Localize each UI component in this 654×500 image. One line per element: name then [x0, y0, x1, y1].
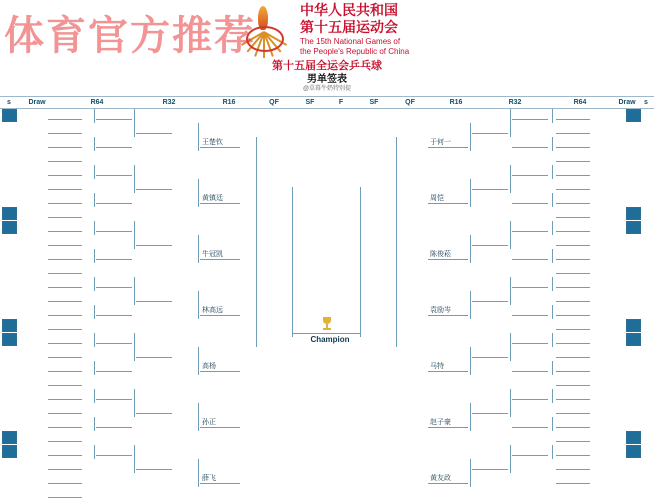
- right-draw-num-14: [612, 305, 621, 316]
- left-draw-name-18: [48, 361, 82, 372]
- right-draw-name-7: [556, 207, 590, 218]
- left-r32-name-4: [136, 347, 172, 358]
- left-draw-name-3: [48, 151, 82, 162]
- right-draw-num-18: [612, 361, 621, 372]
- right-draw-name-8: [556, 221, 590, 232]
- right-draw-name-24: [556, 445, 590, 456]
- round-header-qf-9: QF: [405, 99, 415, 106]
- right-draw-num-21: [612, 403, 621, 414]
- right-r32-name-3: [472, 291, 508, 302]
- left-draw-name-19: [48, 375, 82, 386]
- right-r16-connector-2: [470, 235, 471, 263]
- right-draw-name-23: [556, 431, 590, 442]
- page-title: 男单签表: [307, 74, 347, 85]
- left-r64-score-5: [124, 249, 133, 260]
- left-draw-name-4: [48, 165, 82, 176]
- left-sf-spine: [292, 187, 293, 337]
- left-draw-name-27: [48, 487, 82, 498]
- right-draw-num-15: [612, 319, 621, 330]
- left-r16-name-4: 高杨: [200, 361, 240, 372]
- right-draw-num-20: [612, 389, 621, 400]
- left-r64-connector-9: [94, 361, 95, 375]
- left-seed-23: [2, 431, 17, 444]
- left-draw-num-6: [84, 193, 93, 204]
- right-draw-name-9: [556, 235, 590, 246]
- right-r32-connector-6: [510, 445, 511, 473]
- right-club-0: [590, 109, 612, 120]
- left-r32-connector-3: [134, 277, 135, 305]
- left-draw-name-1: [48, 123, 82, 134]
- left-r32-connector-5: [134, 389, 135, 417]
- right-club-4: [590, 165, 612, 176]
- right-r16-connector-1: [470, 179, 471, 207]
- right-r16-connector-5: [470, 403, 471, 431]
- games-title-cn: [300, 2, 398, 36]
- left-r64-connector-6: [94, 277, 95, 291]
- right-r64-name-4: [512, 221, 548, 232]
- games-title-en-line1: The 15th National Games of: [300, 37, 401, 46]
- event-title-red: 第十五届: [272, 60, 316, 72]
- left-r64-score-10: [124, 389, 133, 400]
- right-r64-name-3: [512, 193, 548, 204]
- left-draw-name-17: [48, 347, 82, 358]
- left-seed-16: [2, 333, 17, 346]
- right-draw-name-11: [556, 263, 590, 274]
- right-r16-name-5: 赵子豪: [428, 417, 468, 428]
- right-r64-name-5: [512, 249, 548, 260]
- left-draw-name-22: [48, 417, 82, 428]
- right-club-16: [590, 333, 612, 344]
- right-club-15: [590, 319, 612, 330]
- right-r64-name-9: [512, 361, 548, 372]
- right-draw-name-1: [556, 123, 590, 134]
- left-draw-name-24: [48, 445, 82, 456]
- left-r64-score-6: [124, 277, 133, 288]
- left-r64-score-7: [124, 305, 133, 316]
- right-r64-name-2: [512, 165, 548, 176]
- right-r64-name-10: [512, 389, 548, 400]
- left-r32-name-1: [136, 179, 172, 190]
- left-r16-connector-6: [198, 459, 199, 487]
- left-club-8: [16, 221, 46, 232]
- right-draw-name-25: [556, 459, 590, 470]
- left-r16-connector-5: [198, 403, 199, 431]
- left-seed-7: [2, 207, 17, 220]
- right-club-19: [590, 375, 612, 386]
- right-r32-name-5: [472, 403, 508, 414]
- right-club-24: [590, 445, 612, 456]
- left-draw-name-26: [48, 473, 82, 484]
- left-r32-connector-6: [134, 445, 135, 473]
- right-draw-num-13: [612, 291, 621, 302]
- left-draw-num-16: [84, 333, 93, 344]
- left-draw-num-18: [84, 361, 93, 372]
- right-r32-connector-0: [510, 109, 511, 137]
- right-r16-name-0: 于何一: [428, 137, 468, 148]
- bracket-diagram: [0, 107, 654, 500]
- right-r16-name-3: 袁励岑: [428, 305, 468, 316]
- right-draw-name-14: [556, 305, 590, 316]
- left-r16-name-6: 薛飞: [200, 473, 240, 484]
- left-r32-connector-2: [134, 221, 135, 249]
- left-r64-score-2: [124, 165, 133, 176]
- right-r16-name-1: 周恺: [428, 193, 468, 204]
- left-draw-num-13: [84, 291, 93, 302]
- left-draw-num-8: [84, 221, 93, 232]
- left-r64-score-8: [124, 333, 133, 344]
- right-r64-connector-3: [552, 193, 553, 207]
- right-club-3: [590, 151, 612, 162]
- right-draw-name-22: [556, 417, 590, 428]
- left-club-24: [16, 445, 46, 456]
- final-connector-right: [326, 333, 360, 334]
- left-r64-connector-7: [94, 305, 95, 319]
- games-title-cn-line1: 中华人民共和国: [300, 2, 398, 18]
- left-club-19: [16, 375, 46, 386]
- left-club-11: [16, 263, 46, 274]
- left-r16-name-2: 牛冠凯: [200, 249, 240, 260]
- right-draw-name-6: [556, 193, 590, 204]
- left-draw-num-12: [84, 277, 93, 288]
- left-draw-num-10: [84, 249, 93, 260]
- round-header-sf-8: SF: [369, 99, 379, 106]
- left-r64-connector-10: [94, 389, 95, 403]
- right-seed-0: [626, 109, 641, 122]
- right-r16-connector-6: [470, 459, 471, 487]
- right-draw-num-9: [612, 235, 621, 246]
- event-title-bar: [0, 56, 654, 72]
- right-draw-name-15: [556, 319, 590, 330]
- left-r32-name-2: [136, 235, 172, 246]
- right-seed-24: [626, 445, 641, 458]
- right-r32-name-1: [472, 179, 508, 190]
- left-draw-name-20: [48, 389, 82, 400]
- round-header-f-7: F: [338, 99, 344, 106]
- left-r32-name-5: [136, 403, 172, 414]
- left-r64-connector-12: [94, 445, 95, 459]
- round-header-r64-12: R64: [573, 99, 587, 106]
- left-r64-score-1: [124, 137, 133, 148]
- left-club-23: [16, 431, 46, 442]
- round-header-qf-5: QF: [269, 99, 279, 106]
- right-draw-name-3: [556, 151, 590, 162]
- left-draw-num-17: [84, 347, 93, 358]
- right-draw-num-8: [612, 221, 621, 232]
- left-r64-connector-1: [94, 137, 95, 151]
- right-seed-15: [626, 319, 641, 332]
- right-draw-name-26: [556, 473, 590, 484]
- right-draw-num-7: [612, 207, 621, 218]
- left-r16-name-1: 黄镇廷: [200, 193, 240, 204]
- right-draw-name-19: [556, 375, 590, 386]
- left-r16-connector-0: [198, 123, 199, 151]
- right-r32-name-0: [472, 123, 508, 134]
- right-draw-name-16: [556, 333, 590, 344]
- left-draw-num-4: [84, 165, 93, 176]
- round-header-r64-2: R64: [90, 99, 104, 106]
- left-draw-name-10: [48, 249, 82, 260]
- left-draw-name-7: [48, 207, 82, 218]
- round-header-r16-10: R16: [449, 99, 463, 106]
- right-draw-name-0: [556, 109, 590, 120]
- left-draw-name-6: [48, 193, 82, 204]
- right-r64-name-12: [512, 445, 548, 456]
- left-draw-num-26: [84, 473, 93, 484]
- left-club-4: [16, 165, 46, 176]
- left-r16-connector-1: [198, 179, 199, 207]
- left-r16-connector-2: [198, 235, 199, 263]
- left-r32-name-3: [136, 291, 172, 302]
- left-draw-name-23: [48, 431, 82, 442]
- right-r64-connector-2: [552, 165, 553, 179]
- right-r32-connector-1: [510, 165, 511, 193]
- watermark-text: 体育官方推荐: [4, 14, 256, 58]
- right-draw-name-21: [556, 403, 590, 414]
- round-header-r16-4: R16: [222, 99, 236, 106]
- left-club-12: [16, 277, 46, 288]
- left-seed-15: [2, 319, 17, 332]
- right-r64-connector-10: [552, 389, 553, 403]
- right-club-20: [590, 389, 612, 400]
- right-draw-name-10: [556, 249, 590, 260]
- left-qf-spine: [256, 137, 257, 347]
- left-r64-connector-0: [94, 109, 95, 123]
- right-draw-name-17: [556, 347, 590, 358]
- left-r64-score-4: [124, 221, 133, 232]
- right-r64-connector-0: [552, 109, 553, 123]
- left-club-27: [16, 487, 46, 498]
- left-club-3: [16, 151, 46, 162]
- left-draw-num-15: [84, 319, 93, 330]
- left-draw-num-5: [84, 179, 93, 190]
- right-club-12: [590, 277, 612, 288]
- right-draw-num-16: [612, 333, 621, 344]
- right-r32-connector-3: [510, 277, 511, 305]
- right-r32-connector-4: [510, 333, 511, 361]
- left-draw-name-14: [48, 305, 82, 316]
- left-draw-num-1: [84, 123, 93, 134]
- left-draw-name-12: [48, 277, 82, 288]
- right-draw-name-5: [556, 179, 590, 190]
- trophy-icon: [321, 317, 333, 331]
- left-draw-name-25: [48, 459, 82, 470]
- left-r64-connector-4: [94, 221, 95, 235]
- right-seed-23: [626, 431, 641, 444]
- right-seed-16: [626, 333, 641, 346]
- right-r16-name-2: 陈俊菘: [428, 249, 468, 260]
- round-header-sf-6: SF: [305, 99, 315, 106]
- left-draw-num-24: [84, 445, 93, 456]
- right-r64-name-8: [512, 333, 548, 344]
- right-club-7: [590, 207, 612, 218]
- right-r64-connector-5: [552, 249, 553, 263]
- left-draw-num-9: [84, 235, 93, 246]
- right-seed-7: [626, 207, 641, 220]
- right-draw-num-25: [612, 459, 621, 470]
- left-draw-num-27: [84, 487, 93, 498]
- left-draw-name-9: [48, 235, 82, 246]
- right-draw-name-2: [556, 137, 590, 148]
- right-draw-num-23: [612, 431, 621, 442]
- right-draw-name-18: [556, 361, 590, 372]
- round-header-draw-1: Draw: [28, 99, 46, 106]
- right-r32-connector-2: [510, 221, 511, 249]
- right-r32-connector-5: [510, 389, 511, 417]
- left-r64-score-12: [124, 445, 133, 456]
- right-r16-name-6: 黄友政: [428, 473, 468, 484]
- right-draw-num-3: [612, 151, 621, 162]
- left-draw-name-8: [48, 221, 82, 232]
- right-r64-name-6: [512, 277, 548, 288]
- left-r32-connector-1: [134, 165, 135, 193]
- right-r16-connector-0: [470, 123, 471, 151]
- left-draw-name-13: [48, 291, 82, 302]
- right-r32-name-6: [472, 459, 508, 470]
- right-draw-num-6: [612, 193, 621, 204]
- right-r16-name-4: 马特: [428, 361, 468, 372]
- round-header-s-0: s: [7, 99, 11, 106]
- sponsor-note: @草幕牛奶特别提: [302, 86, 352, 92]
- round-header-r32-11: R32: [508, 99, 522, 106]
- right-r64-connector-12: [552, 445, 553, 459]
- left-draw-num-20: [84, 389, 93, 400]
- left-club-0: [16, 109, 46, 120]
- left-club-16: [16, 333, 46, 344]
- left-draw-num-23: [84, 431, 93, 442]
- event-title-black: 全运会乒乓球: [316, 60, 382, 72]
- left-draw-name-16: [48, 333, 82, 344]
- left-r64-score-0: [124, 109, 133, 120]
- left-r32-name-6: [136, 459, 172, 470]
- left-seed-8: [2, 221, 17, 234]
- left-seed-24: [2, 445, 17, 458]
- round-header-r32-3: R32: [162, 99, 176, 106]
- round-header-draw-13: Draw: [618, 99, 636, 106]
- right-draw-num-2: [612, 137, 621, 148]
- right-sf-spine: [360, 187, 361, 337]
- games-title-en-line2: the People's Republic of China: [300, 47, 410, 56]
- right-draw-num-24: [612, 445, 621, 456]
- champion-label: Champion: [310, 335, 350, 344]
- right-draw-num-22: [612, 417, 621, 428]
- right-club-8: [590, 221, 612, 232]
- right-draw-num-19: [612, 375, 621, 386]
- right-draw-num-11: [612, 263, 621, 274]
- right-r64-name-11: [512, 417, 548, 428]
- left-r16-connector-3: [198, 291, 199, 319]
- right-r64-connector-11: [552, 417, 553, 431]
- right-r16-connector-3: [470, 291, 471, 319]
- right-r16-connector-4: [470, 347, 471, 375]
- left-r64-connector-3: [94, 193, 95, 207]
- right-qf-spine: [396, 137, 397, 347]
- left-draw-name-15: [48, 319, 82, 330]
- left-draw-num-22: [84, 417, 93, 428]
- right-club-26: [590, 473, 612, 484]
- left-seed-0: [2, 109, 17, 122]
- left-club-15: [16, 319, 46, 330]
- right-draw-num-5: [612, 179, 621, 190]
- left-draw-name-5: [48, 179, 82, 190]
- left-draw-num-25: [84, 459, 93, 470]
- final-connector-left: [292, 333, 326, 334]
- left-r32-name-0: [136, 123, 172, 134]
- right-r64-connector-7: [552, 305, 553, 319]
- left-r64-score-9: [124, 361, 133, 372]
- left-r64-connector-8: [94, 333, 95, 347]
- left-draw-num-7: [84, 207, 93, 218]
- left-club-7: [16, 207, 46, 218]
- games-title-en: [300, 37, 409, 57]
- left-draw-name-21: [48, 403, 82, 414]
- left-draw-name-11: [48, 263, 82, 274]
- left-draw-num-21: [84, 403, 93, 414]
- left-r16-connector-4: [198, 347, 199, 375]
- left-draw-name-0: [48, 109, 82, 120]
- right-draw-num-17: [612, 347, 621, 358]
- games-emblem-icon: [232, 2, 294, 58]
- left-draw-num-3: [84, 151, 93, 162]
- right-draw-num-1: [612, 123, 621, 134]
- right-r64-name-1: [512, 137, 548, 148]
- right-r64-name-0: [512, 109, 548, 120]
- right-club-23: [590, 431, 612, 442]
- left-r64-connector-2: [94, 165, 95, 179]
- left-r16-name-5: 孙正: [200, 417, 240, 428]
- right-club-10: [590, 249, 612, 260]
- right-draw-num-10: [612, 249, 621, 260]
- right-r64-connector-9: [552, 361, 553, 375]
- right-draw-num-12: [612, 277, 621, 288]
- left-r32-connector-4: [134, 333, 135, 361]
- right-r64-name-7: [512, 305, 548, 316]
- games-title-cn-line2: 第十五届运动会: [300, 19, 398, 35]
- left-draw-num-2: [84, 137, 93, 148]
- right-draw-num-0: [612, 109, 621, 120]
- right-draw-name-4: [556, 165, 590, 176]
- right-r64-connector-6: [552, 277, 553, 291]
- left-draw-name-2: [48, 137, 82, 148]
- left-draw-num-0: [84, 109, 93, 120]
- right-draw-name-13: [556, 291, 590, 302]
- left-club-20: [16, 389, 46, 400]
- right-r32-name-4: [472, 347, 508, 358]
- left-r64-score-11: [124, 417, 133, 428]
- left-draw-num-19: [84, 375, 93, 386]
- page-header: [0, 0, 654, 92]
- right-draw-name-20: [556, 389, 590, 400]
- right-r64-connector-8: [552, 333, 553, 347]
- right-draw-num-4: [612, 165, 621, 176]
- left-r64-connector-5: [94, 249, 95, 263]
- right-r64-connector-4: [552, 221, 553, 235]
- left-draw-num-11: [84, 263, 93, 274]
- right-r64-connector-1: [552, 137, 553, 151]
- left-draw-num-14: [84, 305, 93, 316]
- left-r64-score-3: [124, 193, 133, 204]
- left-r64-connector-11: [94, 417, 95, 431]
- left-r32-connector-0: [134, 109, 135, 137]
- round-header-s-14: s: [644, 99, 648, 106]
- right-r32-name-2: [472, 235, 508, 246]
- right-draw-num-26: [612, 473, 621, 484]
- right-seed-8: [626, 221, 641, 234]
- right-draw-name-12: [556, 277, 590, 288]
- left-r16-name-3: 林高远: [200, 305, 240, 316]
- left-r16-name-0: 王楚钦: [200, 137, 240, 148]
